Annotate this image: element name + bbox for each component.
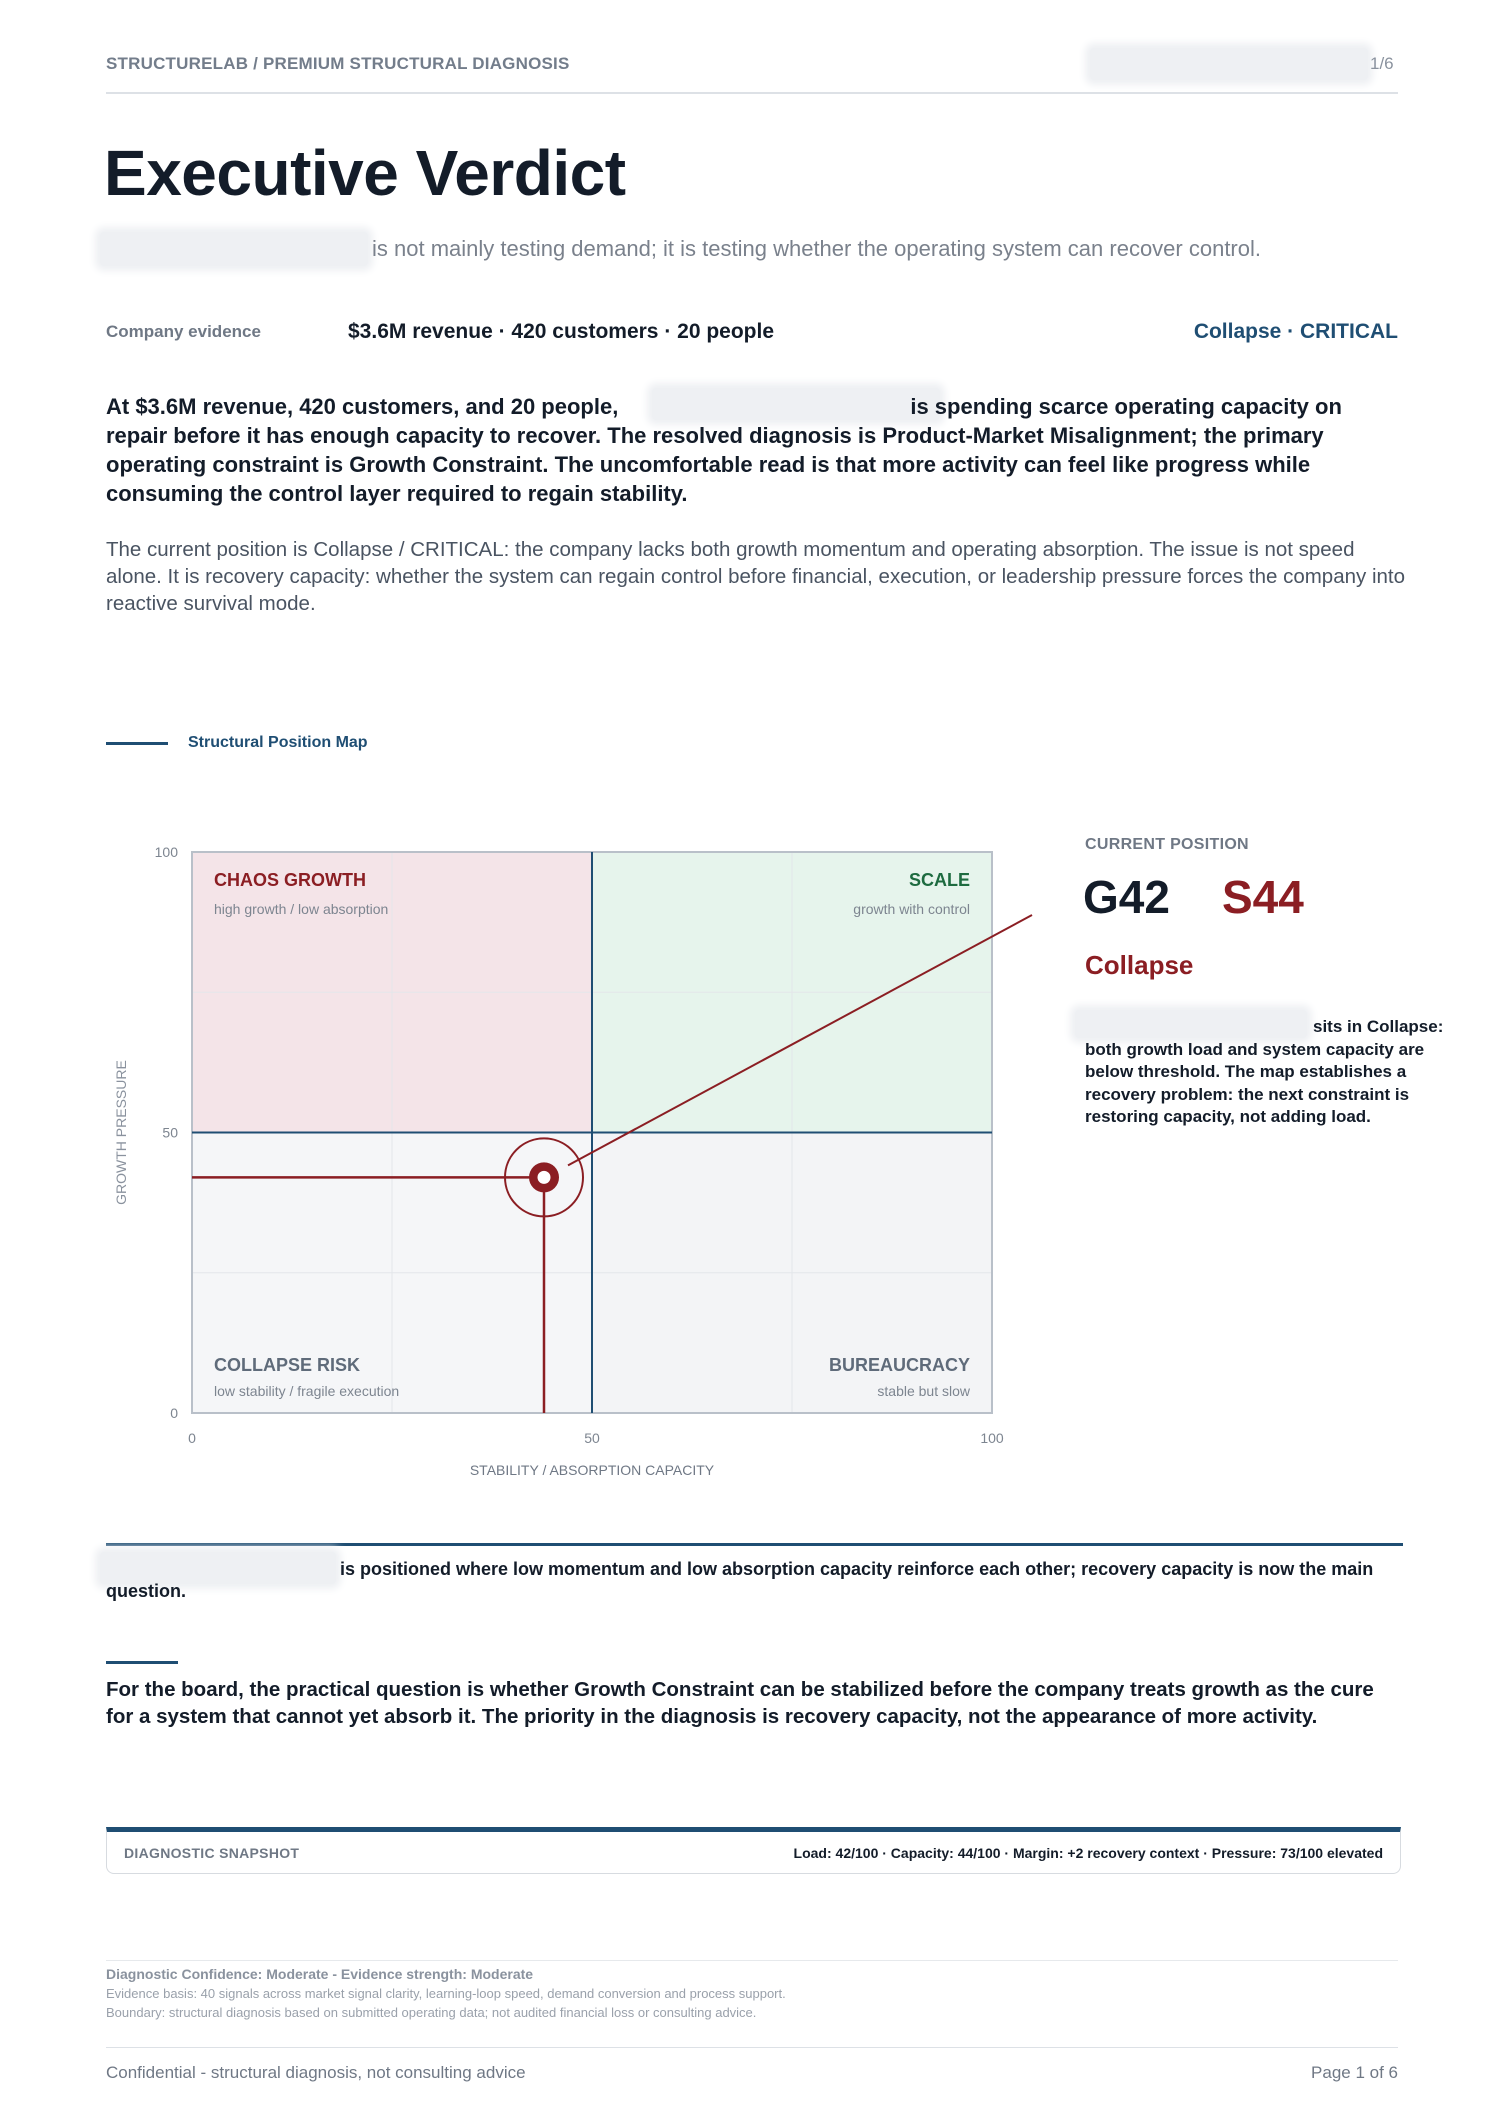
current-position-description: sits in Collapse: both growth load and system capacity are below threshold. The map establishes a recovery problem: the next constraint is restoring capacity, not adding load. (1085, 1017, 1444, 1126)
footer-divider (106, 2047, 1398, 2048)
y-tick-label: 100 (154, 844, 178, 860)
quadrant-description: stable but slow (877, 1383, 970, 1399)
redacted-block (1090, 48, 1368, 80)
evidence-value: $3.6M revenue · 420 customers · 20 people (348, 320, 775, 343)
quadrant-label: BUREAUCRACY (828, 1355, 970, 1375)
diagnosis-boundary: Boundary: structural diagnosis based on submitted operating data; not audited financial loss or consulting advice. (106, 2005, 757, 2020)
y-tick-label: 50 (162, 1124, 178, 1141)
lead-paragraph-rest: is spending scarce operating capacity on repair before it has enough capacity to recover. The resolved diagnosis is Product-Market Misalignment; the primary operating constraint is Growth Constraint. The uncomfortable read is that more activity can feel like progress while consuming the control layer required to regain stability. (106, 394, 1342, 506)
quadrant-description: growth with control (853, 901, 970, 917)
page-indicator: 1/6 (1370, 54, 1394, 73)
evidence-basis: Evidence basis: 40 signals across market signal clarity, learning-loop speed, demand conversion and process support. (106, 1986, 786, 2001)
quadrant-label: COLLAPSE RISK (214, 1355, 361, 1375)
x-tick-label: 0 (188, 1430, 196, 1446)
y-tick-label: 0 (170, 1405, 178, 1421)
y-axis-label: GROWTH PRESSURE (113, 1060, 129, 1205)
map-section-title: Structural Position Map (188, 734, 368, 751)
header-divider (106, 92, 1398, 94)
evidence-status: Collapse · CRITICAL (1193, 320, 1398, 343)
confidence-divider (106, 1960, 1398, 1961)
board-note: For the board, the practical question is whether Growth Constraint can be stabilized before the company treats growth as the cure for a system that cannot yet absorb it. The priority in the diagnosis is recovery capacity, not the appearance of more activity. (106, 1678, 1374, 1728)
stability-score: S44 (1222, 871, 1304, 923)
snapshot-label: DIAGNOSTIC SNAPSHOT (124, 1845, 300, 1861)
section-accent-rule (106, 742, 168, 745)
x-tick-label: 100 (980, 1430, 1004, 1446)
footer-confidential: Confidential - structural diagnosis, not consulting advice (106, 2063, 526, 2082)
structural-position-map (100, 840, 1060, 1520)
redacted-company-name (100, 232, 368, 266)
confidence-title: Diagnostic Confidence: Moderate - Evidence strength: Moderate (106, 1966, 534, 1982)
lead-paragraph-start: At $3.6M revenue, 420 customers, and 20 people, (106, 394, 619, 419)
current-zone: Collapse (1085, 950, 1194, 980)
page-subtitle: is not mainly testing demand; it is testing whether the operating system can recover control. (372, 236, 1261, 261)
page-title: Executive Verdict (104, 137, 626, 209)
footer-page-number: Page 1 of 6 (1311, 2063, 1398, 2082)
data-point-center (538, 1171, 551, 1184)
growth-score: G42 (1083, 871, 1170, 923)
x-tick-label: 50 (584, 1430, 600, 1446)
position-note: is positioned where low momentum and low absorption capacity reinforce each other; recovery capacity is now the main question. (106, 1559, 1374, 1601)
position-note-rule (106, 1543, 1403, 1546)
snapshot-metrics: Load: 42/100 · Capacity: 44/100 · Margin: +2 recovery context · Pressure: 73/100 elevated (793, 1845, 1383, 1861)
quadrant-description: low stability / fragile execution (214, 1383, 400, 1399)
diagnostic-snapshot (106, 1827, 1401, 1874)
body-paragraph: The current position is Collapse / CRITICAL: the company lacks both growth momentum and operating absorption. The issue is not speed alone. It is recovery capacity: whether the system can regain control before financial, execution, or leadership pressure forces the company into reactive survival mode. (106, 538, 1406, 615)
lead-paragraph (106, 392, 1406, 508)
board-note-rule (106, 1661, 178, 1664)
current-position-label: CURRENT POSITION (1085, 836, 1249, 853)
quadrant-label: CHAOS GROWTH (214, 870, 366, 890)
quadrant-label: SCALE (908, 870, 970, 890)
x-axis-label: STABILITY / ABSORPTION CAPACITY (469, 1462, 715, 1478)
quadrant-description: high growth / low absorption (214, 901, 389, 917)
report-brand: STRUCTURELAB / PREMIUM STRUCTURAL DIAGNOSIS (106, 54, 570, 73)
evidence-label: Company evidence (106, 322, 261, 341)
